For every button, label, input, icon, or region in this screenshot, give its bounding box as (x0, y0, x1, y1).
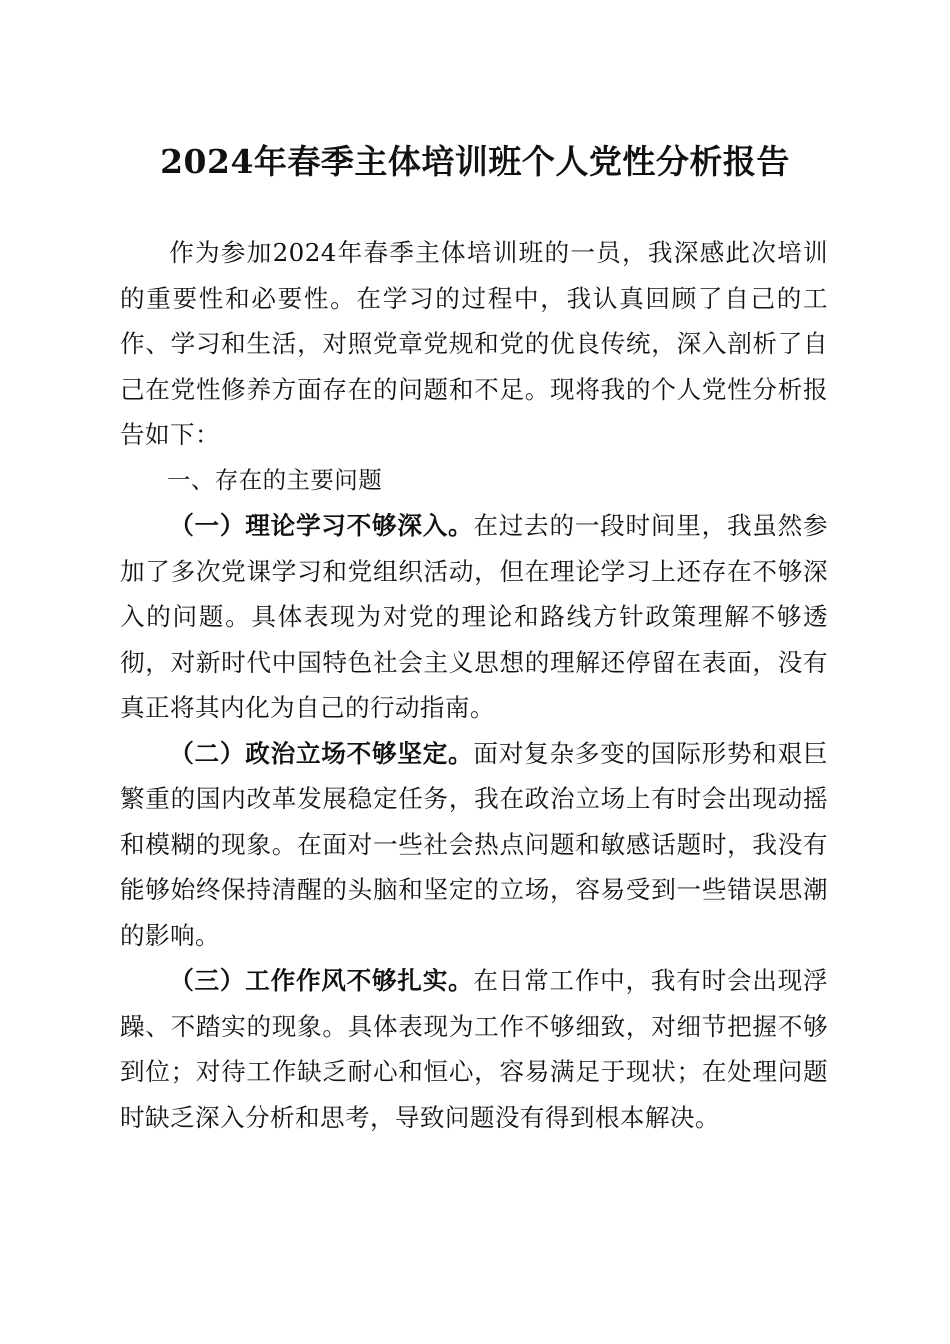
issue-lead-3: （三）工作作风不够扎实。 (169, 966, 474, 995)
issue-paragraph-3 (120, 958, 828, 1140)
document-title: 2024年春季主体培训班个人党性分析报告 (160, 142, 790, 181)
issue-text-3: 在日常工作中，我有时会出现浮躁、不踏实的现象。具体表现为工作不够细致，对细节把握不够到位；对待工作缺乏耐心和恒心，容易满足于现状；在处理问题时缺乏深入分析和思考，导致问题没有得到根本解决。 (120, 966, 828, 1132)
section-heading: 一、存在的主要问题 (167, 465, 383, 494)
intro-paragraph: 作为参加2024年春季主体培训班的一员，我深感此次培训的重要性和必要性。在学习的过程中，我认真回顾了自己的工作、学习和生活，对照党章党规和党的优良传统，深入剖析了自己在党性修养方面存在的问题和不足。现将我的个人党性分析报告如下： (120, 238, 828, 449)
issue-text-1: 在过去的一段时间里，我虽然参加了多次党课学习和党组织活动，但在理论学习上还存在不够深入的问题。具体表现为对党的理论和路线方针政策理解不够透彻，对新时代中国特色社会主义思想的理解还停留在表面，没有真正将其内化为自己的行动指南。 (120, 511, 828, 722)
issue-lead-1: （一）理论学习不够深入。 (169, 511, 474, 540)
issue-paragraph-2 (120, 731, 828, 959)
document-body (120, 230, 828, 1140)
issue-lead-2: （二）政治立场不够坚定。 (169, 738, 474, 768)
issue-paragraph-1 (120, 503, 828, 731)
issue-text-2: 面对复杂多变的国际形势和艰巨繁重的国内改革发展稳定任务，我在政治立场上有时会出现动摇和模糊的现象。在面对一些社会热点问题和敏感话题时，我没有能够始终保持清醒的头脑和坚定的立场，容易受到一些错误思潮的影响。 (120, 738, 828, 950)
